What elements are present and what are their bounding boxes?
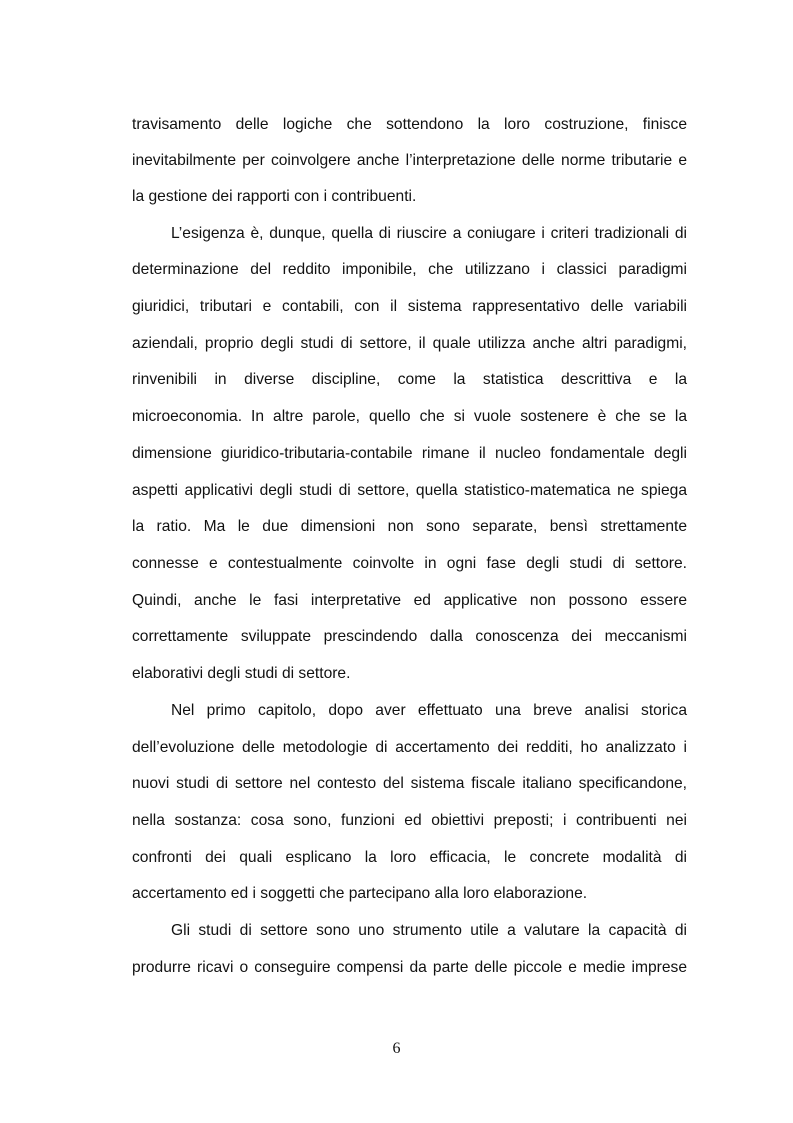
- body-text-line: microeconomia. In altre parole, quello che si vuole sostenere è che se la: [132, 408, 687, 425]
- page-number: 6: [392, 1040, 401, 1057]
- body-text-line: Quindi, anche le fasi interpretative ed applicative non possono essere: [132, 592, 687, 609]
- body-text-line: aspetti applicativi degli studi di settore, quella statistico-matematica ne spiega: [132, 482, 687, 499]
- body-text-line: la gestione dei rapporti con i contribuenti.: [132, 188, 417, 205]
- body-text-line: Nel primo capitolo, dopo aver effettuato una breve analisi storica: [171, 702, 687, 719]
- body-text-line: produrre ricavi o conseguire compensi da parte delle piccole e medie imprese: [132, 959, 687, 976]
- body-text-line: la ratio. Ma le due dimensioni non sono separate, bensì strettamente: [132, 518, 687, 535]
- body-text-line: dimensione giuridico-tributaria-contabile rimane il nucleo fondamentale degli: [132, 445, 687, 462]
- body-text-line: accertamento ed i soggetti che partecipano alla loro elaborazione.: [132, 885, 588, 902]
- body-text-line: correttamente sviluppate prescindendo dalla conoscenza dei meccanismi: [132, 628, 687, 645]
- body-text-line: aziendali, proprio degli studi di settore, il quale utilizza anche altri paradigmi,: [132, 335, 687, 352]
- body-text-line: L’esigenza è, dunque, quella di riuscire a coniugare i criteri tradizionali di: [171, 225, 687, 242]
- body-text-line: elaborativi degli studi di settore.: [132, 665, 351, 682]
- body-text-line: giuridici, tributari e contabili, con il sistema rappresentativo delle variabili: [132, 298, 687, 315]
- body-text-line: travisamento delle logiche che sottendono la loro costruzione, finisce: [132, 116, 687, 133]
- body-text-line: dell’evoluzione delle metodologie di accertamento dei redditi, ho analizzato i: [132, 739, 687, 756]
- body-text-line: Gli studi di settore sono uno strumento utile a valutare la capacità di: [171, 922, 687, 939]
- body-text-line: confronti dei quali esplicano la loro efficacia, le concrete modalità di: [132, 849, 687, 866]
- body-text-line: nuovi studi di settore nel contesto del sistema fiscale italiano specificandone,: [132, 775, 687, 792]
- body-text-line: inevitabilmente per coinvolgere anche l’interpretazione delle norme tributarie e: [132, 152, 687, 169]
- body-text-line: nella sostanza: cosa sono, funzioni ed obiettivi preposti; i contribuenti nei: [132, 812, 687, 829]
- body-text-line: rinvenibili in diverse discipline, come la statistica descrittiva e la: [132, 371, 687, 388]
- body-text-line: determinazione del reddito imponibile, che utilizzano i classici paradigmi: [132, 261, 687, 278]
- body-text-line: connesse e contestualmente coinvolte in ogni fase degli studi di settore.: [132, 555, 687, 572]
